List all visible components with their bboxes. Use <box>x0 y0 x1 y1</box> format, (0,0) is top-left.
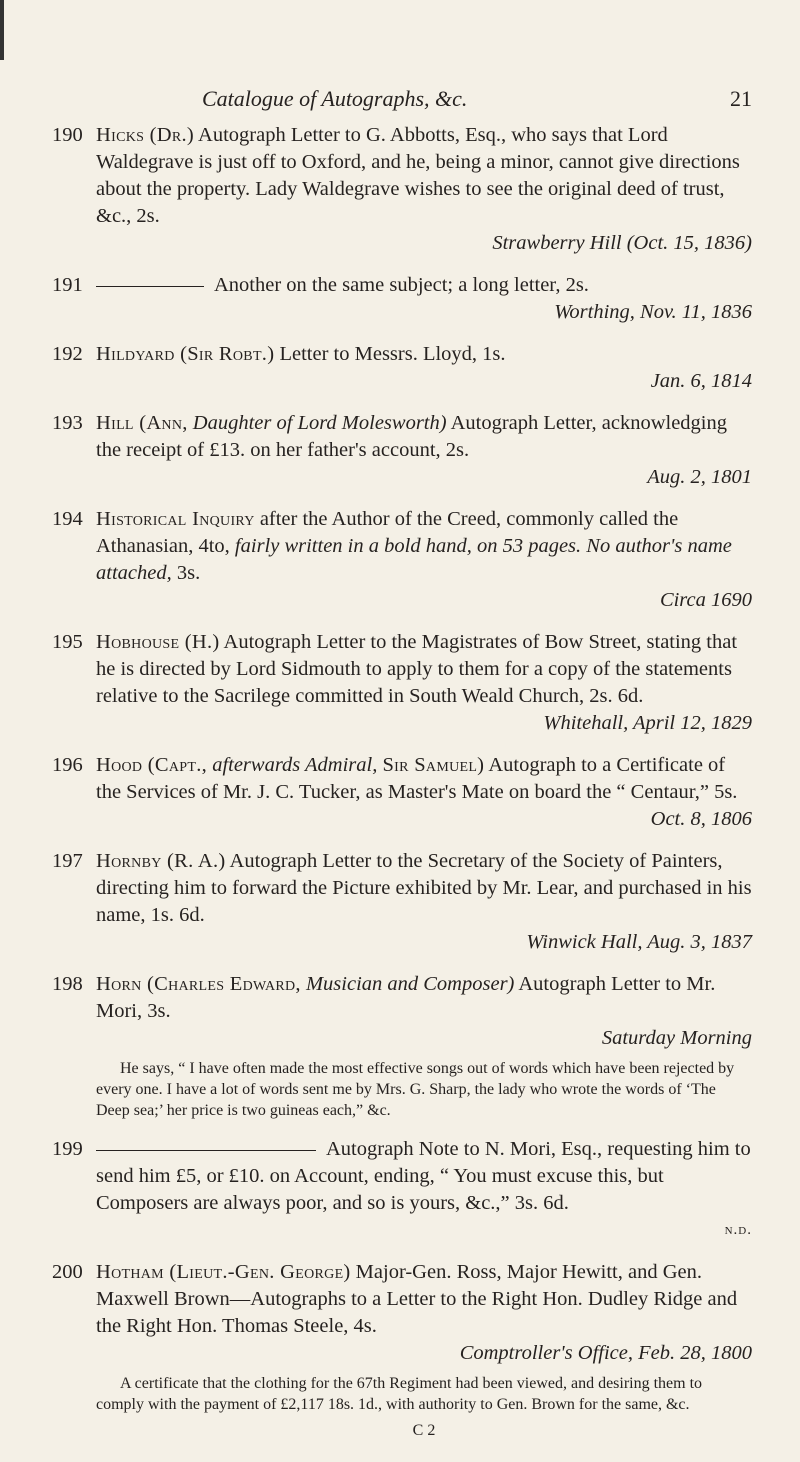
entry-text: Major-Gen. Ross, Major Hewitt, and Gen. Maxwell Brown—Autographs to a Letter to the Right Hon. Dudley Ridge and the Right Hon. Thomas Steele, 4s. <box>96 1261 738 1337</box>
entry-195 <box>52 629 752 737</box>
entry-number: 198 <box>52 973 83 995</box>
entry-place-date: Saturday Morning <box>601 1027 752 1049</box>
entry-note: A certificate that the clothing for the 67th Regiment had been viewed, and desiring them to comply with the payment of £2,117 18s. 1d., with authority to Gen. Brown for the same, &c. <box>96 1375 703 1413</box>
page-edge-line <box>0 0 4 60</box>
entry-text-italic: fairly written in a bold hand, on 53 pages. No author's name attached, <box>96 535 732 584</box>
entry-number: 190 <box>52 124 83 146</box>
entry-name: Hill (Ann, <box>96 412 188 434</box>
running-header <box>52 86 752 122</box>
entry-name: Hicks (Dr.) <box>96 124 195 146</box>
entry-place-date: Aug. 2, 1801 <box>647 466 752 488</box>
entry-note: He says, “ I have often made the most effective songs out of words which have been rejected by every one. I have a lot of words sent me by Mrs. G. Sharp, the lady who wrote the words of ‘The Deep sea;’ her price is two guineas each,” &c. <box>96 1060 735 1119</box>
signature-mark: C 2 <box>412 1422 436 1439</box>
entry-name-italic: Daughter of Lord Molesworth) <box>192 412 447 434</box>
entry-text: Letter to Messrs. Lloyd, 1s. <box>279 343 506 365</box>
entry-198 <box>52 971 752 1121</box>
entry-number: 197 <box>52 850 83 872</box>
entry-text: Autograph Letter, acknowledging the receipt of £13. on her father's account, 2s. <box>96 412 728 461</box>
entry-number: 194 <box>52 508 83 530</box>
entry-place-date: Circa 1690 <box>659 589 752 611</box>
entry-place-date: n.d. <box>724 1222 752 1238</box>
entry-name-italic: afterwards Admiral, <box>212 754 378 776</box>
entry-name: Hotham (Lieut.-Gen. George) <box>96 1261 351 1283</box>
entry-190 <box>52 122 752 257</box>
entry-text: Autograph Note to N. Mori, Esq., requesting him to send him £5, or £10. on Account, ending, “ You must excuse this, but Composers are always poor, and so is yours, &c.,” 3s. 6d. <box>96 1138 751 1214</box>
entry-number: 200 <box>52 1261 83 1283</box>
entry-text: Autograph to a Certificate of the Services of Mr. J. C. Tucker, as Master's Mate on board the “ Centaur,” 5s. <box>96 754 738 803</box>
entry-200 <box>52 1259 752 1444</box>
page-number: 21 <box>730 86 752 111</box>
entry-number: 199 <box>52 1138 83 1160</box>
entry-name: Hood (Capt., <box>96 754 208 776</box>
entry-text-price: 3s. <box>176 562 201 584</box>
entry-text: Autograph Letter to Mr. Mori, 3s. <box>96 973 716 1022</box>
ditto-dash <box>96 286 204 287</box>
entry-name: Hildyard (Sir Robt.) <box>96 343 275 365</box>
entry-name-b: Sir Samuel) <box>382 754 485 776</box>
entry-place-date: Worthing, Nov. 11, 1836 <box>554 301 752 323</box>
catalogue-page <box>52 86 752 1459</box>
entry-194 <box>52 506 752 614</box>
entry-192 <box>52 341 752 395</box>
entry-name: Historical Inquiry <box>96 508 255 530</box>
entry-text: Autograph Letter to the Magistrates of Bow Street, stating that he is directed by Lord Sidmouth to apply to them for a copy of the statements relative to the Sacrilege committed in South Weald Church, 2s. 6d. <box>96 631 738 707</box>
entry-197 <box>52 848 752 956</box>
running-title: Catalogue of Autographs, &c. <box>202 86 468 111</box>
entry-place-date: Whitehall, April 12, 1829 <box>543 712 752 734</box>
entry-number: 192 <box>52 343 83 365</box>
entry-number: 191 <box>52 274 83 296</box>
entry-number: 196 <box>52 754 83 776</box>
entry-191 <box>52 272 752 326</box>
entry-name-italic: Musician and Composer) <box>305 973 515 995</box>
entry-place-date: Strawberry Hill (Oct. 15, 1836) <box>492 232 752 254</box>
entry-text: Autograph Letter to G. Abbotts, Esq., who says that Lord Waldegrave is just off to Oxford, and he, being a minor, cannot give directions about the property. Lady Waldegrave wishes to see the original deed of trust, &c., 2s. <box>96 124 740 227</box>
entry-name: Hobhouse (H.) <box>96 631 220 653</box>
entry-place-date: Comptroller's Office, Feb. 28, 1800 <box>459 1342 752 1364</box>
entry-number: 195 <box>52 631 83 653</box>
entry-text: after the Author of the Creed, commonly called the Athanasian, 4to, <box>96 508 679 557</box>
entry-199 <box>52 1136 752 1244</box>
entry-193 <box>52 410 752 491</box>
entry-name: Hornby (R. A.) <box>96 850 226 872</box>
entry-place-date: Jan. 6, 1814 <box>650 370 752 392</box>
entry-place-date: Winwick Hall, Aug. 3, 1837 <box>526 931 752 953</box>
entry-text: Another on the same subject; a long letter, 2s. <box>214 274 589 296</box>
entry-number: 193 <box>52 412 83 434</box>
entry-196 <box>52 752 752 833</box>
entry-place-date: Oct. 8, 1806 <box>650 808 752 830</box>
entry-text: Autograph Letter to the Secretary of the Society of Painters, directing him to forward the Picture exhibited by Mr. Lear, and purchased in his name, 1s. 6d. <box>96 850 752 926</box>
entry-name: Horn (Charles Edward, <box>96 973 301 995</box>
ditto-dash <box>96 1150 316 1151</box>
